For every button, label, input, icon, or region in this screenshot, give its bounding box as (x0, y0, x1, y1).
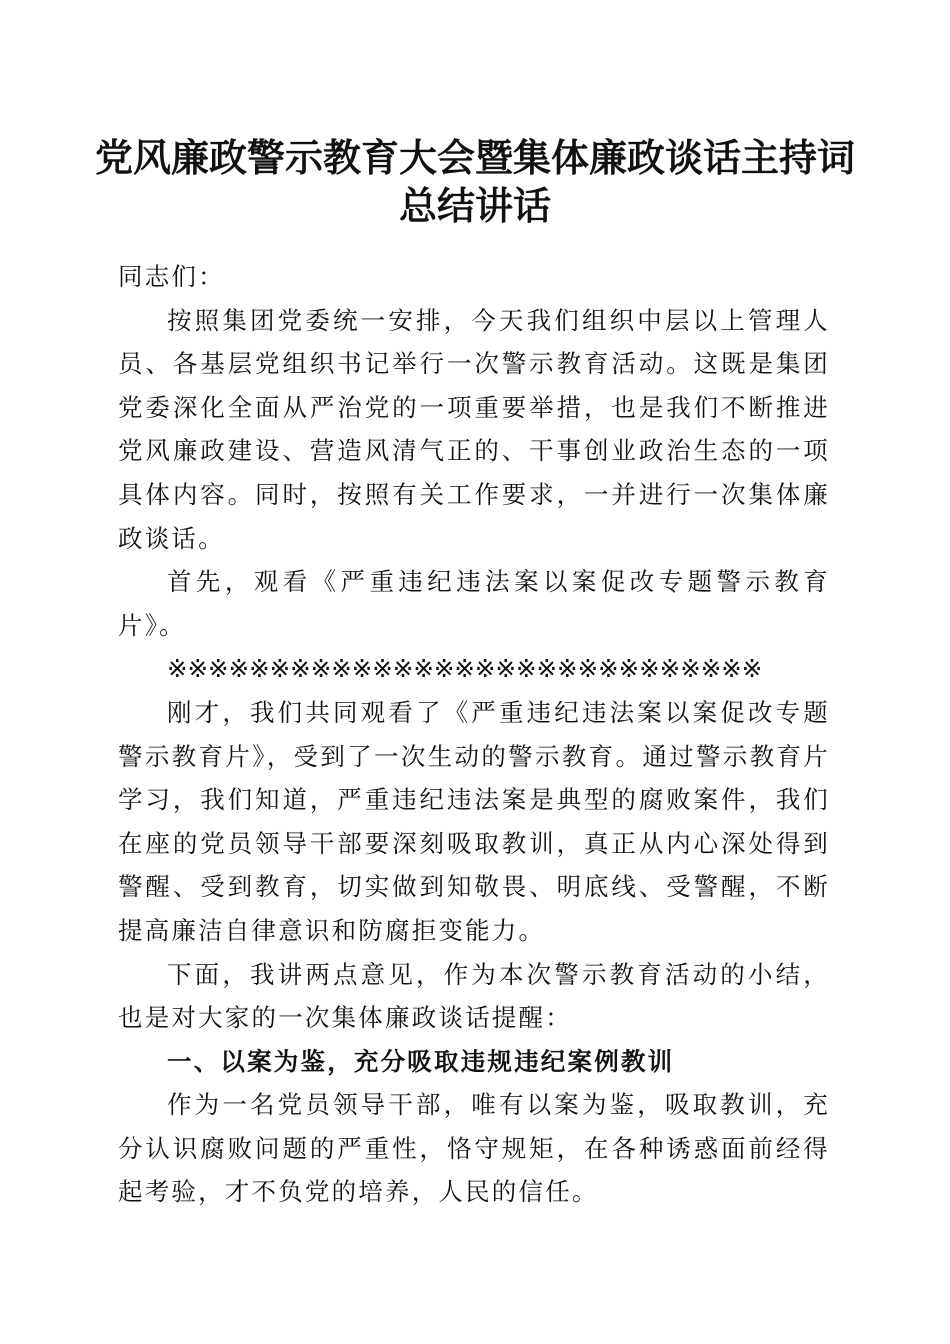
separator-stars: ※※※※※※※※※※※※※※※※※※※※※※※※※※※※※ (167, 654, 763, 684)
document-title-line-1: 党风廉政警示教育大会暨集体廉政谈话主持词 (94, 135, 855, 180)
section-1-paragraph: 作为一名党员领导干部，唯有以案为鉴，吸取教训，充分认识腐败问题的严重性，恪守规矩，在各种诱惑面前经得起考验，才不负党的培养，人民的信任。 (118, 1090, 830, 1207)
paragraph-two-points: 下面，我讲两点意见，作为本次警示教育活动的小结，也是对大家的一次集体廉政谈话提醒： (118, 959, 830, 1033)
paragraph-after-film: 刚才，我们共同观看了《严重违纪违法案以案促改专题警示教育片》，受到了一次生动的警示教育。通过警示教育片学习，我们知道，严重违纪违法案是典型的腐败案件，我们在座的党员领导干部要深刻吸取教训，真正从内心深处得到警醒、受到教育，切实做到知敬畏、明底线、受警醒，不断提高廉洁自律意识和防腐拒变能力。 (118, 697, 830, 945)
document-body (118, 255, 830, 1214)
salutation: 同志们： (118, 262, 225, 291)
section-heading-1: 一、以案为鉴，充分吸取违规违纪案例教训 (167, 1046, 675, 1076)
paragraph-watch-film: 首先，观看《严重违纪违法案以案促改专题警示教育片》。 (118, 567, 830, 640)
paragraph-intro: 按照集团党委统一安排，今天我们组织中层以上管理人员、各基层党组织书记举行一次警示教育活动。这既是集团党委深化全面从严治党的一项重要举措，也是我们不断推进党风廉政建设、营造风清气正的、干事创业政治生态的一项具体内容。同时，按照有关工作要求，一并进行一次集体廉政谈话。 (118, 305, 830, 553)
document-title-line-2: 总结讲话 (398, 183, 551, 228)
